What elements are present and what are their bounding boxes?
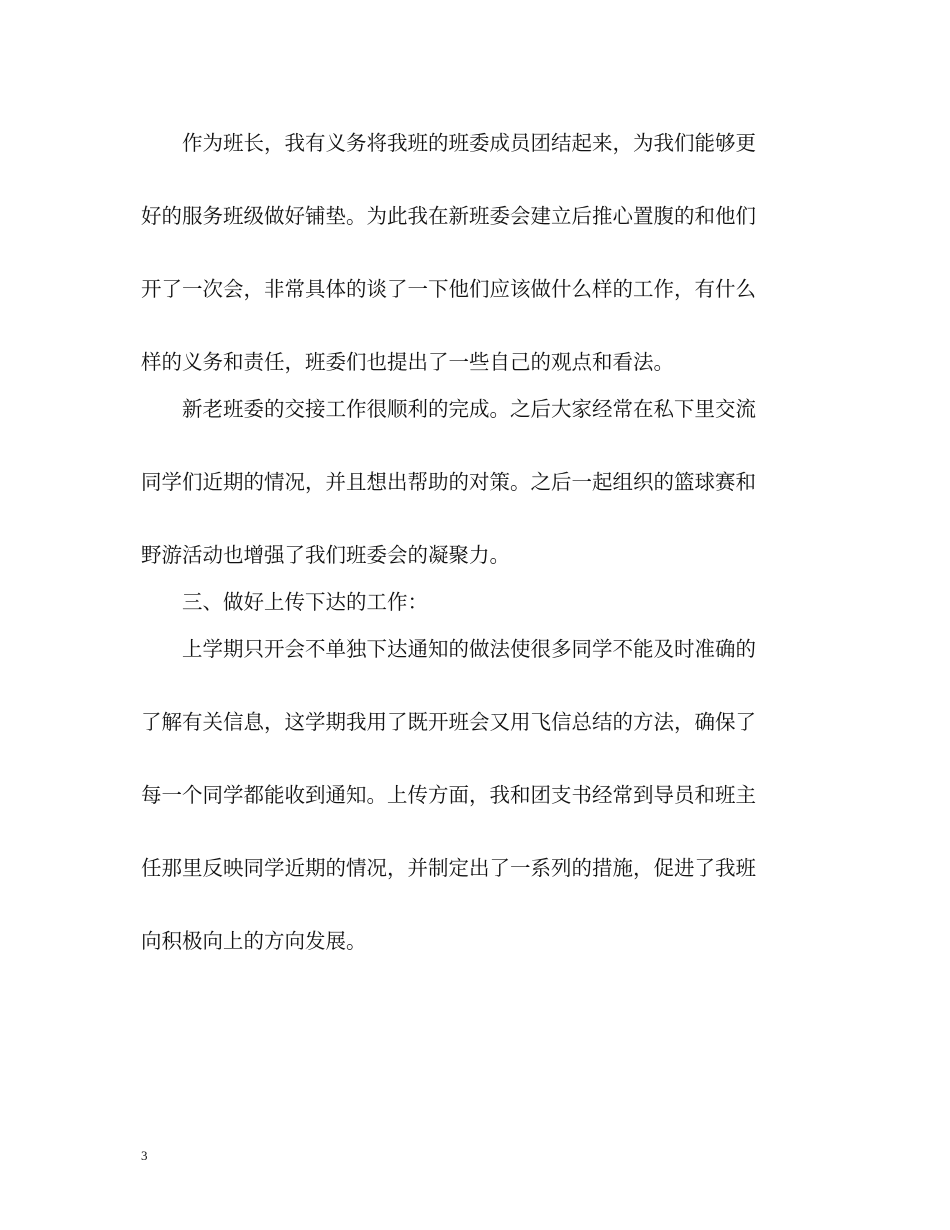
text-line: 了解有关信息，这学期我用了既开班会又用飞信总结的方法，确保了 xyxy=(141,710,756,734)
text-line: 每一个同学都能收到通知。上传方面，我和团支书经常到导员和班主 xyxy=(141,783,756,807)
text-line: 野游活动也增强了我们班委会的凝聚力。 xyxy=(141,543,510,567)
text-line: 向积极向上的方向发展。 xyxy=(141,929,367,953)
text-line: 好的服务班级做好铺垫。为此我在新班委会建立后推心置腹的和他们 xyxy=(141,204,756,228)
text-line: 三、做好上传下达的工作： xyxy=(182,590,428,614)
document-body xyxy=(141,125,795,960)
section-heading xyxy=(141,584,795,621)
text-line: 上学期只开会不单独下达通知的做法使很多同学不能及时准确的 xyxy=(182,637,756,661)
paragraph-1 xyxy=(141,125,795,381)
paragraph-3 xyxy=(141,631,795,960)
paragraph-2 xyxy=(141,391,795,574)
text-line: 新老班委的交接工作很顺利的完成。之后大家经常在私下里交流 xyxy=(182,397,756,421)
page-number: 3 xyxy=(141,1148,148,1163)
text-line: 任那里反映同学近期的情况，并制定出了一系列的措施，促进了我班 xyxy=(141,856,756,880)
text-line: 同学们近期的情况，并且想出帮助的对策。之后一起组织的篮球赛和 xyxy=(141,470,756,494)
text-line: 样的义务和责任，班委们也提出了一些自己的观点和看法。 xyxy=(141,350,674,374)
text-line: 作为班长，我有义务将我班的班委成员团结起来，为我们能够更 xyxy=(182,131,756,155)
text-line: 开了一次会，非常具体的谈了一下他们应该做什么样的工作，有什么 xyxy=(141,277,756,301)
